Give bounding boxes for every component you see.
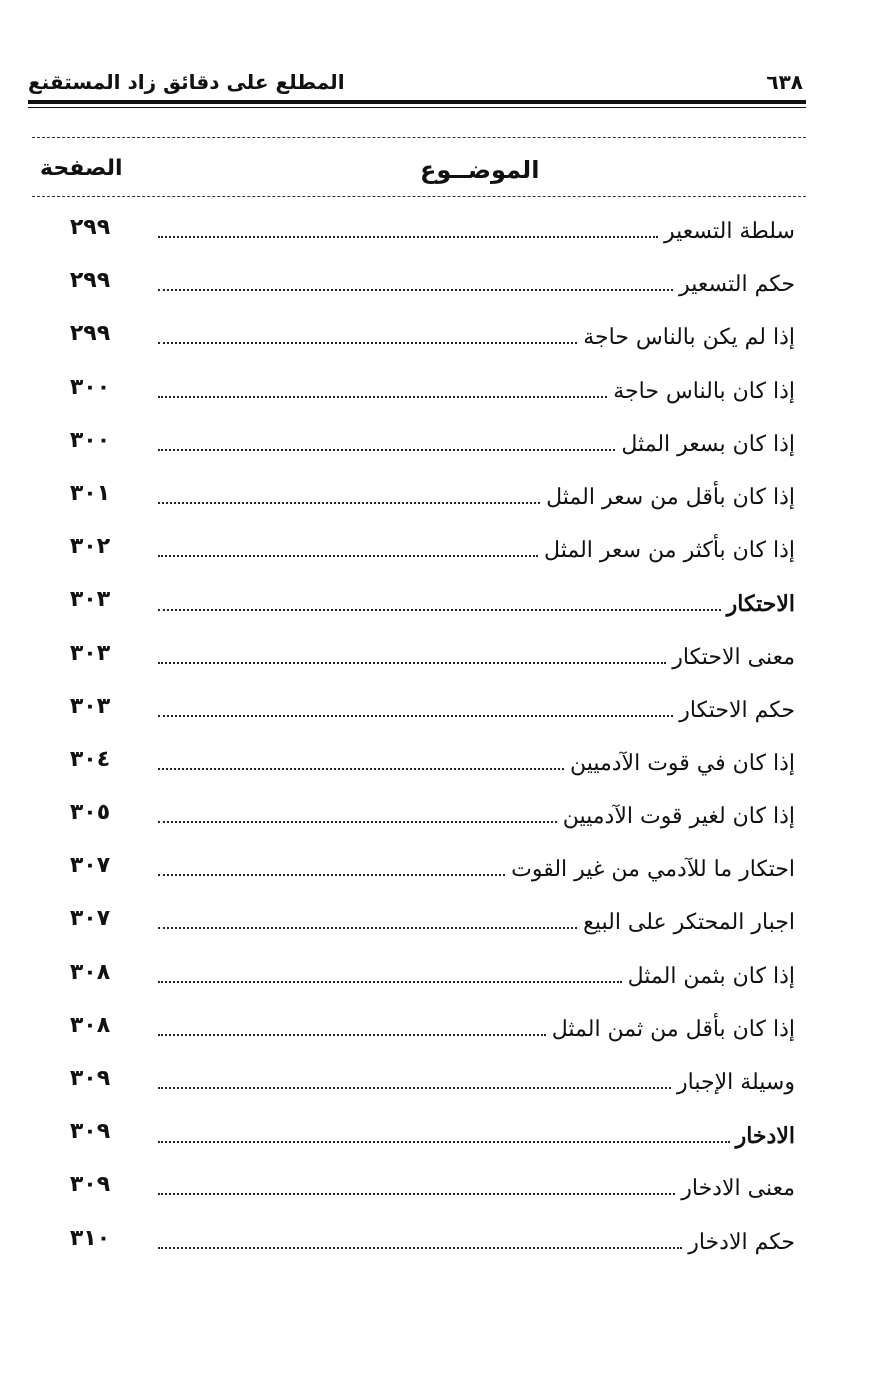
toc-entry: [0, 1216, 873, 1269]
toc-entry-label: احتكار ما للآدمي من غير القوت: [511, 857, 795, 883]
dot-leader: [158, 502, 540, 504]
dot-leader: [158, 662, 666, 664]
toc-entry-leader: [158, 538, 795, 563]
toc-entry: [0, 950, 873, 1003]
toc-entry-label: الاحتكار: [726, 591, 795, 618]
toc-entry-page: ٣٠٢: [69, 534, 111, 560]
column-heading-page: الصفحة: [40, 156, 123, 181]
dot-leader: [158, 927, 577, 929]
toc-entry-page: ٣٠٥: [69, 800, 111, 826]
toc-entry-label: اجبار المحتكر على البيع: [583, 910, 795, 936]
toc-entry-page: ٢٩٩: [69, 268, 111, 294]
toc-entry: [0, 684, 873, 737]
toc-entry-page: ٣٠٤: [69, 746, 111, 772]
toc-entry-page: ٣٠٩: [69, 1119, 111, 1145]
toc-entry-page: ٣٠٠: [69, 427, 111, 453]
dot-leader: [158, 449, 615, 451]
dot-leader: [158, 768, 564, 770]
toc-entry: [0, 896, 873, 949]
dot-leader: [158, 555, 538, 557]
dot-leader: [158, 342, 577, 344]
dot-leader: [158, 236, 658, 238]
header-rule-thin: [28, 107, 806, 108]
toc-entry: [0, 311, 873, 364]
toc-entry-label: إذا كان لغير قوت الآدميين: [562, 804, 795, 830]
dot-leader: [158, 1141, 730, 1143]
toc-entry-page: ٣٠٩: [69, 1172, 111, 1198]
toc-entry: [0, 1056, 873, 1109]
dashed-divider: [32, 137, 806, 138]
toc-entry-leader: [158, 1070, 795, 1095]
toc-entry: [0, 418, 873, 471]
dot-leader: [158, 715, 673, 717]
dot-leader: [158, 1247, 682, 1249]
toc-entry: [0, 365, 873, 418]
page-number: ٦٣٨: [766, 70, 803, 94]
header-rule-thick: [28, 100, 806, 104]
toc-entry: [0, 631, 873, 684]
toc-entry-leader: [158, 272, 795, 297]
dot-leader: [158, 609, 721, 611]
toc-entry: [0, 577, 873, 630]
toc-entry-leader: [158, 698, 795, 723]
toc-entry: [0, 1109, 873, 1162]
toc-entry-page: ٣٠٩: [69, 1066, 111, 1091]
toc-entry-label: معنى الاحتكار: [672, 644, 795, 670]
toc-entry-leader: [158, 1017, 795, 1042]
toc-entry-page: ٣٠٨: [69, 1012, 111, 1038]
toc-entry: [0, 1003, 873, 1056]
toc-entry-label: حكم الاحتكار: [679, 697, 795, 723]
toc-entry-label: معنى الادخار: [681, 1176, 795, 1202]
toc-entry-leader: [158, 857, 795, 882]
dot-leader: [158, 821, 557, 823]
toc-entry-label: إذا لم يكن بالناس حاجة: [583, 325, 795, 351]
toc-entry-page: ٣٠٧: [69, 853, 111, 879]
toc-entry: [0, 737, 873, 790]
toc-entry-leader: [158, 751, 795, 776]
toc-entry-label: الادخار: [735, 1123, 795, 1150]
toc-entry-label: وسيلة الإجبار: [677, 1070, 795, 1095]
toc-entry-label: إذا كان بأقل من سعر المثل: [546, 484, 795, 510]
toc-entry-page: ٣٠٠: [69, 374, 111, 400]
toc-entry-label: إذا كان بالناس حاجة: [613, 378, 795, 404]
running-header-title: المطلع على دقائق زاد المستقنع: [28, 70, 345, 94]
toc-entry-page: ٢٩٩: [69, 215, 111, 240]
toc-entry-leader: [158, 645, 795, 670]
toc-entry-leader: [158, 485, 795, 510]
dot-leader: [158, 874, 505, 876]
toc-entry: [0, 843, 873, 896]
toc-entry: [0, 1162, 873, 1215]
toc-entry-page: ٣٠٧: [69, 906, 111, 932]
toc-entry: [0, 790, 873, 843]
toc-entry: [0, 524, 873, 577]
toc-entry-label: سلطة التسعير: [663, 219, 795, 244]
toc-entry-page: ٢٩٩: [69, 321, 111, 347]
toc-entry-page: ٣٠٨: [69, 959, 111, 985]
toc-entry-page: ٣٠٣: [69, 640, 111, 666]
toc-entry: [0, 258, 873, 311]
toc-entry-page: ٣٠١: [69, 480, 111, 506]
toc-entry-label: إذا كان بأقل من ثمن المثل: [551, 1016, 795, 1042]
toc-entry-leader: [158, 432, 795, 457]
toc-entry-leader: [158, 219, 795, 244]
toc-entry-leader: [158, 910, 795, 935]
toc-entry-leader: [158, 325, 795, 350]
toc-entry-page: ٣٠٣: [69, 693, 111, 719]
toc-entry-leader: [158, 1230, 795, 1255]
toc-entry-label: حكم الادخار: [688, 1229, 795, 1255]
toc-entry-page: ٣٠٣: [69, 587, 111, 613]
toc-entry-page: ٣١٠: [69, 1225, 111, 1251]
toc-entry: [0, 205, 873, 258]
toc-entry-leader: [158, 964, 795, 989]
toc-entry-leader: [158, 1176, 795, 1201]
dot-leader: [158, 1034, 546, 1036]
toc-entry: [0, 471, 873, 524]
toc-entry-label: إذا كان بسعر المثل: [621, 431, 795, 457]
toc-entry-label: إذا كان بثمن المثل: [627, 963, 795, 989]
dot-leader: [158, 1193, 675, 1195]
heading-dashed-divider: [32, 196, 806, 197]
toc-entry-leader: [158, 804, 795, 829]
toc-entry-label: إذا كان في قوت الآدميين: [569, 750, 795, 776]
dot-leader: [158, 396, 607, 398]
toc-entry-label: حكم التسعير: [679, 272, 795, 298]
toc-entry-leader: [158, 379, 795, 404]
toc-entry-label: إذا كان بأكثر من سعر المثل: [544, 538, 795, 564]
toc-entry-leader: [158, 1123, 795, 1149]
toc-entry-leader: [158, 591, 795, 617]
column-heading-topic: الموضــوع: [420, 156, 540, 184]
table-of-contents: [0, 205, 873, 1269]
dot-leader: [158, 289, 673, 291]
dot-leader: [158, 1087, 671, 1089]
dot-leader: [158, 981, 622, 983]
